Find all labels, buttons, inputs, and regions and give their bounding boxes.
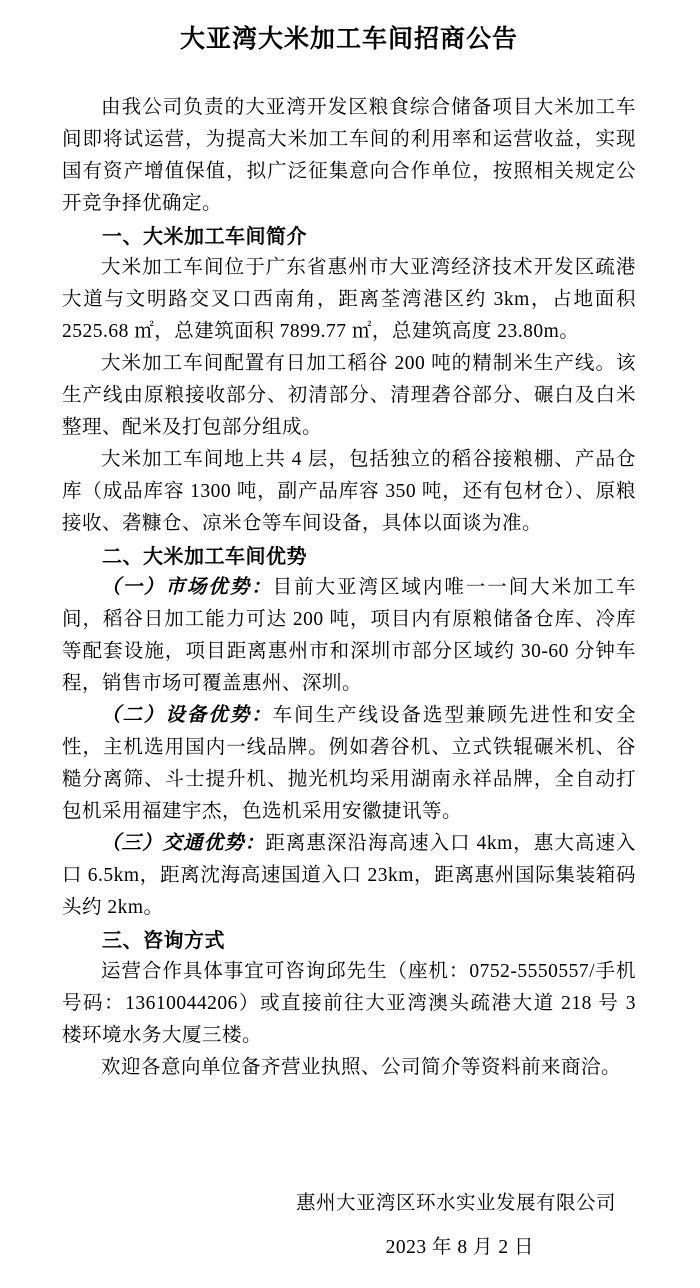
advantage-market-text: 目前大亚湾区域内唯一一间大米加工车间，稻谷日加工能力可达 200 吨，项目内有原粮储备仓库、冷库等配套设施，项目距离惠州市和深圳市部分区域约 30-60 分钟车程，销售市场可覆盖惠州、深圳。 bbox=[62, 577, 636, 694]
section1-paragraph-location: 大米加工车间位于广东省惠州市大亚湾经济技术开发区疏港大道与文明路交叉口西南角，距离荃湾港区约 3km，占地面积 2525.68 ㎡，总建筑面积 7899.77 ㎡，总建筑高度 23.80m。 bbox=[62, 257, 636, 342]
contact-paragraph: 运营合作具体事宜可咨询邱先生（座机：0752-5550557/手机号码：13610044206）或直接前往大亚湾澳头疏港大道 218 号 3 楼环境水务大厦三楼。 bbox=[62, 961, 636, 1046]
page-title: 大亚湾大米加工车间招商公告 bbox=[179, 26, 518, 53]
section-heading-advantages: 二、大米加工车间优势 bbox=[102, 544, 307, 568]
advantage-equipment-label: （二）设备优势： bbox=[101, 705, 273, 726]
section-heading-contact: 三、咨询方式 bbox=[102, 928, 225, 952]
advantage-equipment-text: 车间生产线设备选型兼顾先进性和安全性，主机选用国内一线品牌。例如砻谷机、立式铁辊碾米机、谷糙分离筛、斗士提升机、抛光机均采用湖南永祥品牌，全自动打包机采用福建宇杰，色选机采用安徽捷讯等。 bbox=[62, 705, 636, 822]
welcome-paragraph: 欢迎各意向单位备齐营业执照、公司简介等资料前来商洽。 bbox=[101, 1057, 622, 1078]
advantage-traffic bbox=[62, 828, 636, 924]
advantage-traffic-text: 距离惠深沿海高速入口 4km，惠大高速入口 6.5km，距离沈海高速国道入口 23km，距离惠州国际集装箱码头约 2km。 bbox=[62, 833, 636, 918]
advantage-market bbox=[62, 572, 636, 700]
section1-paragraph-floors: 大米加工车间地上共 4 层，包括独立的稻谷接粮棚、产品仓库（成品库容 1300 吨，副产品库容 350 吨，还有包材仓）、原粮接收、砻糠仓、凉米仓等车间设备，具体以面谈为准。 bbox=[62, 449, 636, 534]
signature-block bbox=[62, 1188, 636, 1264]
advantage-equipment bbox=[62, 700, 636, 828]
announcement-date: 2023 年 8 月 2 日 bbox=[385, 1237, 534, 1258]
section1-paragraph-production-line: 大米加工车间配置有日加工稻谷 200 吨的精制米生产线。该生产线由原粮接收部分、初清部分、清理砻谷部分、碾白及白米整理、配米及打包部分组成。 bbox=[62, 353, 636, 438]
company-name: 惠州大亚湾区环水实业发展有限公司 bbox=[295, 1193, 616, 1214]
advantage-market-label: （一）市场优势： bbox=[101, 577, 273, 598]
intro-paragraph: 由我公司负责的大亚湾开发区粮食综合储备项目大米加工车间即将试运营，为提高大米加工车间的利用率和运营收益，实现国有资产增值保值，拟广泛征集意向合作单位，按照相关规定公开竞争择优确定。 bbox=[62, 97, 636, 214]
advantage-traffic-label: （三）交通优势： bbox=[101, 833, 266, 854]
section-heading-intro: 一、大米加工车间简介 bbox=[102, 224, 307, 248]
